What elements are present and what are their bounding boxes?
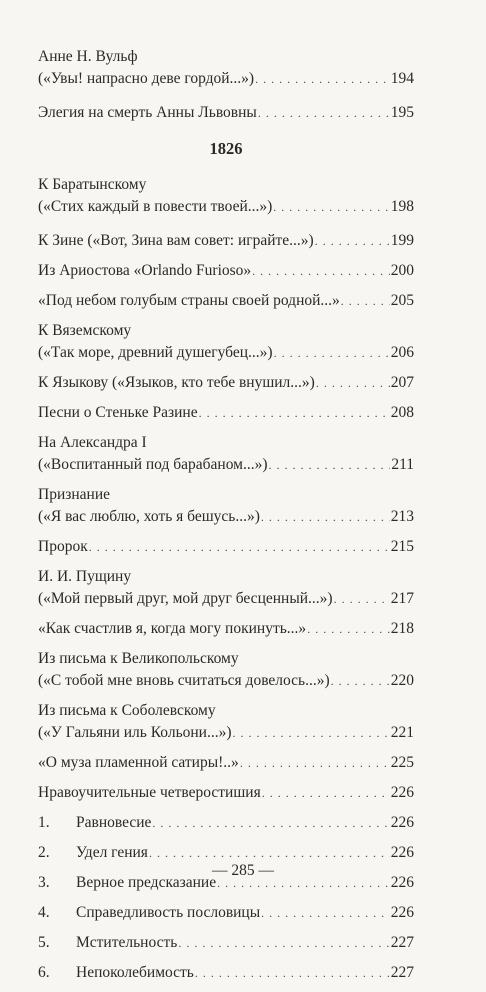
dot-leader <box>307 618 390 640</box>
entry-subtitle: («С тобой мне вновь считаться довелось...») <box>38 672 330 689</box>
page-number: 208 <box>390 404 414 421</box>
entry-subtitle: («Я вас люблю, хоть я бешусь...») <box>38 508 260 525</box>
dot-leader <box>331 670 390 692</box>
dot-leader <box>273 196 389 218</box>
page-number: 221 <box>390 724 414 741</box>
toc-entry <box>38 290 414 312</box>
page-number: 211 <box>391 456 414 473</box>
page-number: 199 <box>390 232 414 249</box>
page-number: 226 <box>390 874 414 891</box>
page-number: 226 <box>390 814 414 831</box>
dot-leader <box>274 342 390 364</box>
sub-entry-title: Непоколебимость <box>76 964 194 981</box>
sub-entry-number: 1. <box>38 814 50 831</box>
page-number: 226 <box>390 784 414 801</box>
toc-sub-entry <box>38 932 414 954</box>
entry-subtitle: («У Гальяни иль Кольони...») <box>38 724 232 741</box>
toc-sub-entry <box>38 902 414 924</box>
entry-title: Признание <box>38 486 111 503</box>
toc-entry <box>38 536 414 558</box>
toc-entry <box>38 566 414 610</box>
toc-entry <box>38 402 414 424</box>
toc-entry <box>38 46 414 90</box>
page-number: 200 <box>390 262 414 279</box>
toc-entry <box>38 484 414 528</box>
entry-subtitle: («Увы! напрасно деве гордой...») <box>38 70 255 87</box>
dot-leader <box>258 102 390 124</box>
entry-title: «Как счастлив я, когда могу покинуть...» <box>38 620 307 637</box>
sub-entry-title: Мстительность <box>76 934 178 951</box>
sub-entry-title: Удел гения <box>76 844 148 861</box>
entry-title: К Вяземскому <box>38 322 132 339</box>
dot-leader <box>149 842 390 864</box>
page-number: 207 <box>390 374 414 391</box>
entry-title: К Зине («Вот, Зина вам совет: играйте...») <box>38 232 314 249</box>
entry-subtitle: («Так море, древний душегубец...») <box>38 344 273 361</box>
toc-entry <box>38 752 414 774</box>
dot-leader <box>261 902 390 924</box>
sub-entry-title: Равновесие <box>76 814 152 831</box>
dot-leader <box>316 372 390 394</box>
page-number: 195 <box>390 104 414 121</box>
entry-title: И. И. Пущину <box>38 568 132 585</box>
sub-entry-number: 4. <box>38 904 50 921</box>
sub-entry-number: 6. <box>38 964 50 981</box>
toc-entry <box>38 648 414 692</box>
dot-leader <box>261 506 390 528</box>
entry-subtitle: («Мой первый друг, мой друг бесценный...») <box>38 590 333 607</box>
dot-leader <box>233 722 390 744</box>
toc-entry <box>38 700 414 744</box>
dot-leader <box>255 68 390 90</box>
page-number: 227 <box>390 934 414 951</box>
page-number: 226 <box>390 904 414 921</box>
dot-leader <box>269 454 391 476</box>
entry-title: «О муза пламенной сатиры!..» <box>38 754 239 771</box>
dot-leader <box>195 962 390 984</box>
sub-entry-number: 3. <box>38 874 50 891</box>
toc-sub-entry <box>38 812 414 834</box>
toc-sub-entry <box>38 842 414 864</box>
page-number: 198 <box>390 198 414 215</box>
page-number: 225 <box>390 754 414 771</box>
page-number: 205 <box>390 292 414 309</box>
sub-entry-title: Верное предсказание <box>76 874 217 891</box>
page-number: 220 <box>390 672 414 689</box>
sub-entry-number: 5. <box>38 934 50 951</box>
dot-leader <box>89 536 390 558</box>
toc-entry <box>38 782 414 804</box>
page-number: 213 <box>390 508 414 525</box>
entry-title: Из Ариостова «Orlando Furioso» <box>38 262 252 279</box>
toc-entry <box>38 102 414 124</box>
dot-leader <box>152 812 389 834</box>
year-heading: 1826 <box>209 139 243 158</box>
page-number: 226 <box>390 844 414 861</box>
entry-title: Нравоучительные четверостишия <box>38 784 261 801</box>
toc-entry <box>38 432 414 476</box>
entry-subtitle: («Стих каждый в повести твоей...») <box>38 198 273 215</box>
dot-leader <box>341 290 390 312</box>
page-number: 218 <box>390 620 414 637</box>
dot-leader <box>252 260 390 282</box>
dot-leader <box>262 782 390 804</box>
dot-leader <box>199 402 390 424</box>
toc-entry <box>38 372 414 394</box>
dot-leader <box>240 752 390 774</box>
entry-title: На Александра I <box>38 434 147 451</box>
entry-title: Элегия на смерть Анны Львовны <box>38 104 257 121</box>
toc-entry <box>38 174 414 218</box>
page-number: 215 <box>390 538 414 555</box>
toc-sub-entry <box>38 962 414 984</box>
toc-entry <box>38 260 414 282</box>
entry-title: К Баратынскому <box>38 176 147 193</box>
toc-entry <box>38 230 414 252</box>
entry-title: Пророк <box>38 538 88 555</box>
toc-entry <box>38 618 414 640</box>
dot-leader <box>334 588 390 610</box>
entry-subtitle: («Воспитанный под барабаном...») <box>38 456 268 473</box>
page-footer-number: — 285 — <box>212 862 274 879</box>
entry-title: К Языкову («Языков, кто тебе внушил...») <box>38 374 315 391</box>
page-number: 227 <box>390 964 414 981</box>
dot-leader <box>315 230 390 252</box>
entry-title: Из письма к Великопольскому <box>38 650 239 667</box>
entry-title: Анне Н. Вульф <box>38 48 138 65</box>
page-number: 194 <box>390 70 414 87</box>
entry-title: Из письма к Соболевскому <box>38 702 216 719</box>
entry-title: «Под небом голубым страны своей родной...» <box>38 292 340 309</box>
dot-leader <box>178 932 389 954</box>
toc-entry <box>38 320 414 364</box>
sub-entry-title: Справедливость пословицы <box>76 904 261 921</box>
page-number: 217 <box>390 590 414 607</box>
entry-title: Песни о Стеньке Разине <box>38 404 198 421</box>
page-number: 206 <box>390 344 414 361</box>
sub-entry-number: 2. <box>38 844 50 861</box>
table-of-contents <box>38 46 414 992</box>
